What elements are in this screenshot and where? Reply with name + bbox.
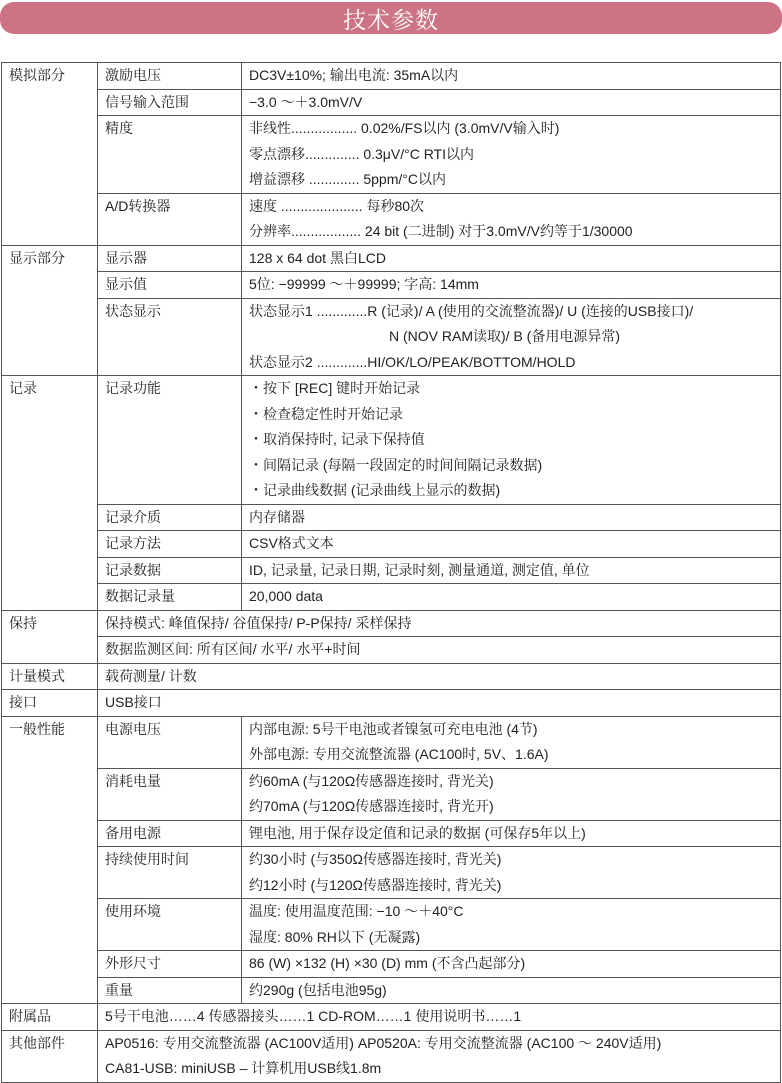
spec-label: 精度: [98, 116, 242, 194]
spec-label: 电源电压: [98, 716, 242, 768]
spec-label: 状态显示: [98, 298, 242, 376]
spec-row: [2, 637, 781, 664]
spec-row: [2, 716, 781, 768]
spec-row: [2, 272, 781, 299]
section-title: 模拟部分: [2, 63, 98, 246]
spec-row: [2, 504, 781, 531]
spec-row: [2, 610, 781, 637]
spec-value-line: 状态显示1 .............R (记录)/ A (使用的交流整流器)/ U (连接的USB接口)/: [249, 302, 694, 319]
spec-row: [2, 1004, 781, 1031]
spec-row: [2, 663, 781, 690]
section-title: 记录: [2, 376, 98, 611]
spec-value: [242, 951, 781, 978]
section-title: 计量模式: [2, 663, 98, 690]
spec-label: 备用电源: [98, 820, 242, 847]
spec-label: 记录数据: [98, 557, 242, 584]
spec-value: [98, 1004, 781, 1031]
section-title: 其他部件: [2, 1030, 98, 1082]
spec-row: [2, 768, 781, 820]
spec-label: 记录介质: [98, 504, 242, 531]
section-title: 保持: [2, 610, 98, 663]
spec-row: [2, 847, 781, 899]
spec-value: [242, 584, 781, 611]
spec-row: [2, 193, 781, 245]
section-title: 一般性能: [2, 716, 98, 1004]
spec-value-line: 数据监测区间: 所有区间/ 水平/ 水平+时间: [105, 641, 361, 657]
spec-value: [242, 847, 781, 899]
spec-value-line: 锂电池, 用于保存设定值和记录的数据 (可保存5年以上): [249, 824, 586, 841]
spec-value: [242, 977, 781, 1004]
spec-value-line: 保持模式: 峰值保持/ 谷值保持/ P-P保持/ 采样保持: [105, 614, 412, 631]
spec-label: 外形尺寸: [98, 951, 242, 978]
spec-row: [2, 63, 781, 90]
spec-value-line: 86 (W) ×132 (H) ×30 (D) mm (不含凸起部分): [249, 955, 526, 971]
spec-row: [2, 820, 781, 847]
spec-row: [2, 116, 781, 194]
spec-value-line: 温度: 使用温度范围: −10 ～＋40°C: [249, 903, 464, 919]
spec-value: [242, 376, 781, 505]
spec-value: [242, 557, 781, 584]
spec-value-line: ID, 记录量, 记录日期, 记录时刻, 测量通道, 测定值, 单位: [249, 561, 590, 578]
spec-value: [242, 245, 781, 272]
spec-row: [2, 245, 781, 272]
spec-value: [98, 690, 781, 717]
spec-row: [2, 298, 781, 376]
spec-value-line: 外部电源: 专用交流整流器 (AC100时, 5V、1.6A): [249, 746, 549, 762]
spec-row: [2, 557, 781, 584]
spec-value-line: 约60mA (与120Ω传感器连接时, 背光关): [249, 772, 494, 789]
spec-value-line: 约12小时 (与120Ω传感器连接时, 背光关): [249, 876, 502, 893]
spec-value: [242, 193, 781, 245]
spec-value-line: 速度 ..................... 每秒80次: [249, 197, 425, 214]
spec-value-line: AP0516: 专用交流整流器 (AC100V适用) AP0520A: 专用交流整流器 (AC100 ～ 240V适用): [105, 1034, 662, 1051]
spec-value: [242, 272, 781, 299]
spec-label: 记录方法: [98, 531, 242, 558]
spec-value: [98, 663, 781, 690]
spec-value-line: 约70mA (与120Ω传感器连接时, 背光开): [249, 798, 494, 814]
spec-value: [98, 637, 781, 664]
spec-value: [242, 820, 781, 847]
spec-label: 消耗电量: [98, 768, 242, 820]
spec-value-line: N (NOV RAM读取)/ B (备用电源异常): [389, 328, 620, 344]
spec-value-line: USB接口: [105, 694, 162, 710]
spec-value-line: ・取消保持时, 记录下保持值: [249, 431, 425, 447]
spec-value-line: 约290g (包括电池95g): [249, 981, 387, 998]
spec-value-line: 零点漂移.............. 0.3μV/°C RTI以内: [249, 145, 474, 162]
spec-row: [2, 951, 781, 978]
spec-value: [242, 116, 781, 194]
spec-row: [2, 690, 781, 717]
spec-value: [242, 504, 781, 531]
spec-value-line: −3.0 ～＋3.0mV/V: [249, 93, 363, 110]
spec-label: 显示值: [98, 272, 242, 299]
spec-value: [242, 716, 781, 768]
spec-value: [242, 89, 781, 116]
spec-value: [242, 63, 781, 90]
spec-label: 激励电压: [98, 63, 242, 90]
spec-value: [98, 610, 781, 637]
spec-value-line: ・间隔记录 (每隔一段固定的时间间隔记录数据): [249, 456, 543, 473]
spec-value-line: 湿度: 80% RH以下 (无凝露): [249, 928, 421, 945]
spec-value-line: 内存储器: [249, 508, 305, 525]
spec-value: [242, 899, 781, 951]
spec-row: [2, 89, 781, 116]
spec-value: [98, 1030, 781, 1082]
spec-value-line: 128 x 64 dot 黑白LCD: [249, 249, 386, 266]
spec-value-line: 内部电源: 5号干电池或者镍氢可充电电池 (4节): [249, 720, 538, 737]
spec-label: 显示器: [98, 245, 242, 272]
spec-table: [1, 62, 781, 1083]
spec-label: 记录功能: [98, 376, 242, 505]
spec-value: [242, 531, 781, 558]
spec-value-line: 增益漂移 ............. 5ppm/°C以内: [249, 171, 446, 187]
spec-row: [2, 899, 781, 951]
spec-value-line: 分辨率.................. 24 bit (二进制) 对于3.0mV/V约等于1/30000: [249, 223, 633, 239]
spec-value-line: ・记录曲线数据 (记录曲线上显示的数据): [249, 482, 501, 498]
page-header-banner: [0, 2, 782, 34]
section-title: 接口: [2, 690, 98, 717]
spec-value-line: 20,000 data: [249, 588, 323, 604]
spec-label: 重量: [98, 977, 242, 1004]
spec-value-line: 载荷测量/ 计数: [105, 667, 197, 684]
spec-value-line: ・检查稳定性时开始记录: [249, 405, 403, 422]
spec-row: [2, 376, 781, 505]
section-title: 显示部分: [2, 245, 98, 376]
spec-label: 使用环境: [98, 899, 242, 951]
spec-row: [2, 584, 781, 611]
spec-row: [2, 977, 781, 1004]
spec-value-line: DC3V±10%; 输出电流: 35mA以内: [249, 67, 459, 83]
spec-value: [242, 768, 781, 820]
spec-row: [2, 1030, 781, 1082]
page-title: 技术参数: [343, 6, 439, 33]
spec-value-line: 约30小时 (与350Ω传感器连接时, 背光关): [249, 851, 502, 867]
spec-value-line: CA81-USB: miniUSB – 计算机用USB线1.8m: [105, 1060, 382, 1076]
spec-label: 持续使用时间: [98, 847, 242, 899]
section-title: 附属品: [2, 1004, 98, 1031]
spec-value-line: 5号干电池……4 传感器接头……1 CD-ROM……1 使用说明书……1: [105, 1008, 522, 1024]
spec-value-line: CSV格式文本: [249, 535, 334, 551]
spec-value-line: 非线性................. 0.02%/FS以内 (3.0mV/V输入时): [249, 120, 560, 136]
spec-value-line: 状态显示2 .............HI/OK/LO/PEAK/BOTTOM/HOLD: [249, 353, 576, 370]
spec-row: [2, 531, 781, 558]
spec-value-line: ・按下 [REC] 键时开始记录: [249, 380, 421, 396]
spec-value-line: 5位: −99999 ～＋99999; 字高: 14mm: [249, 276, 479, 292]
spec-label: A/D转换器: [98, 193, 242, 245]
spec-value: [242, 298, 781, 376]
spec-label: 信号输入范围: [98, 89, 242, 116]
spec-label: 数据记录量: [98, 584, 242, 611]
